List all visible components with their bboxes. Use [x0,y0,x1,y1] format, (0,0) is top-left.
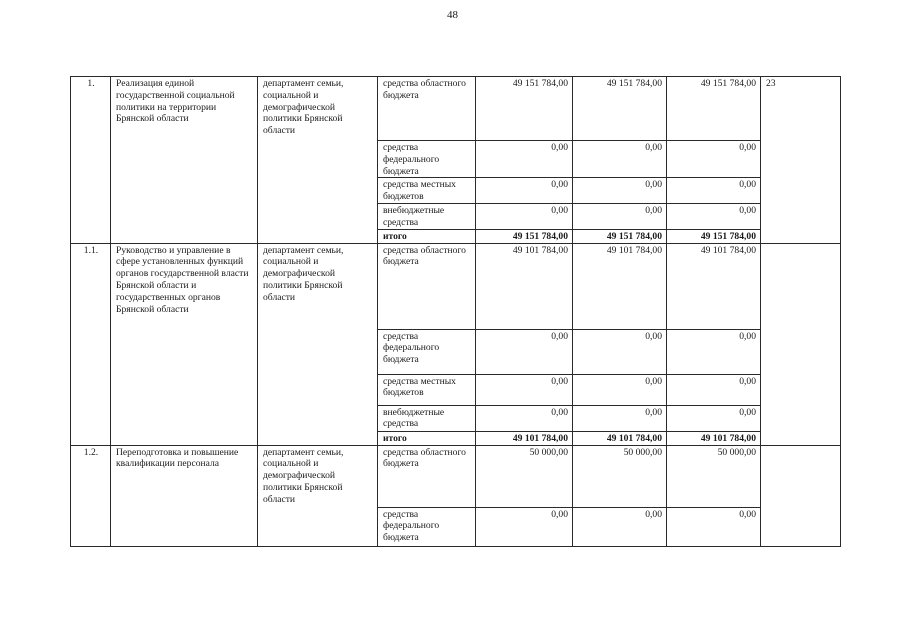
amount-year-2: 0,00 [573,405,667,431]
executor: департамент семьи, социальной и демографической политики Брянской области [258,243,378,445]
budget-table [70,76,841,547]
funding-source: итого [378,229,476,243]
page-number: 48 [447,9,458,21]
amount-year-1: 49 101 784,00 [476,431,573,445]
table-row [71,243,841,329]
amount-year-3: 0,00 [667,141,761,178]
amount-year-2: 49 151 784,00 [573,229,667,243]
amount-year-3: 0,00 [667,203,761,229]
amount-year-1: 0,00 [476,405,573,431]
funding-source: итого [378,431,476,445]
amount-year-1: 49 101 784,00 [476,243,573,329]
executor: департамент семьи, социальной и демографической политики Брянской области [258,77,378,244]
amount-year-2: 49 101 784,00 [573,431,667,445]
amount-year-1: 0,00 [476,374,573,405]
indicator-ref [761,445,841,546]
amount-year-2: 0,00 [573,203,667,229]
amount-year-2: 0,00 [573,507,667,546]
amount-year-1: 0,00 [476,507,573,546]
amount-year-3: 0,00 [667,374,761,405]
amount-year-2: 50 000,00 [573,445,667,507]
amount-year-3: 49 151 784,00 [667,229,761,243]
funding-source: средства федерального бюджета [378,141,476,178]
amount-year-1: 0,00 [476,178,573,204]
amount-year-1: 0,00 [476,329,573,374]
amount-year-3: 0,00 [667,405,761,431]
amount-year-1: 0,00 [476,141,573,178]
amount-year-2: 0,00 [573,329,667,374]
amount-year-2: 0,00 [573,374,667,405]
executor: департамент семьи, социальной и демографической политики Брянской области [258,445,378,546]
row-number: 1.2. [71,445,111,546]
amount-year-1: 50 000,00 [476,445,573,507]
table-row [71,77,841,141]
row-number: 1.1. [71,243,111,445]
amount-year-1: 49 151 784,00 [476,77,573,141]
amount-year-1: 0,00 [476,203,573,229]
amount-year-3: 0,00 [667,178,761,204]
funding-source: средства федерального бюджета [378,329,476,374]
amount-year-3: 49 151 784,00 [667,77,761,141]
measure-title: Руководство и управление в сфере установленных функций органов государственной власти Брянской области и государственных органов Брянской области [111,243,258,445]
amount-year-3: 49 101 784,00 [667,431,761,445]
funding-source: средства областного бюджета [378,77,476,141]
amount-year-2: 49 151 784,00 [573,77,667,141]
indicator-ref [761,243,841,445]
amount-year-3: 49 101 784,00 [667,243,761,329]
amount-year-2: 0,00 [573,141,667,178]
funding-source: средства местных бюджетов [378,374,476,405]
funding-source: средства областного бюджета [378,243,476,329]
table-row [71,445,841,507]
funding-source: внебюджетные средства [378,405,476,431]
funding-source: внебюджетные средства [378,203,476,229]
measure-title: Переподготовка и повышение квалификации персонала [111,445,258,546]
measure-title: Реализация единой государственной социальной политики на территории Брянской области [111,77,258,244]
funding-source: средства областного бюджета [378,445,476,507]
funding-source: средства местных бюджетов [378,178,476,204]
amount-year-3: 50 000,00 [667,445,761,507]
amount-year-3: 0,00 [667,329,761,374]
amount-year-2: 0,00 [573,178,667,204]
amount-year-1: 49 151 784,00 [476,229,573,243]
amount-year-2: 49 101 784,00 [573,243,667,329]
row-number: 1. [71,77,111,244]
indicator-ref: 23 [761,77,841,244]
amount-year-3: 0,00 [667,507,761,546]
funding-source: средства федерального бюджета [378,507,476,546]
